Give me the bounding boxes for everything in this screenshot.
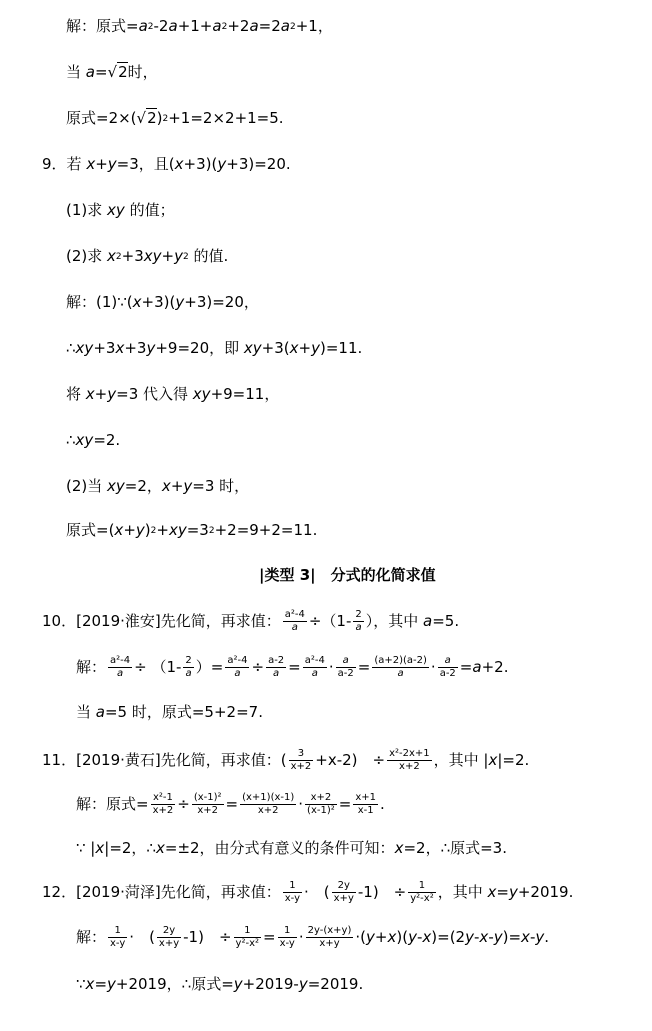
text: 的值.: [188, 247, 229, 265]
denominator: x+y: [158, 938, 180, 949]
exp: 2: [150, 526, 157, 536]
text: +3: [121, 247, 144, 265]
text: =2，: [124, 477, 162, 495]
fraction: [266, 655, 286, 680]
text: (2)当: [66, 477, 108, 495]
var: x: [132, 293, 142, 311]
question-9-answer-2: [66, 338, 362, 358]
text: =: [338, 795, 352, 813]
text: +1，: [295, 17, 333, 35]
numerator: (x+1)(x-1): [242, 792, 295, 803]
question-9-answer-3: [66, 384, 279, 404]
var: a: [249, 17, 259, 35]
fraction: [234, 925, 261, 950]
denominator: (x-1)²: [307, 805, 335, 816]
var: y: [217, 155, 227, 173]
denominator: x+2: [399, 761, 420, 772]
text: .: [544, 928, 550, 946]
text: =±2，由分式有意义的条件可知：: [164, 839, 395, 857]
text: =2，∴原式=3.: [403, 839, 507, 857]
var: x: [85, 975, 95, 993]
numerator: 2: [355, 609, 362, 620]
var: y: [366, 928, 375, 946]
text: -2: [153, 17, 169, 35]
text: ·(: [355, 928, 366, 946]
numerator: 1: [108, 925, 127, 938]
text: ∵ |: [76, 839, 96, 857]
text: ·: [328, 658, 334, 676]
var: y: [465, 928, 474, 946]
text: +1+: [177, 17, 213, 35]
text: · (: [129, 928, 155, 946]
numerator: (x-1)²: [193, 792, 222, 803]
text: =√: [94, 63, 118, 81]
numerator: 1: [408, 880, 435, 893]
fraction: [289, 748, 314, 773]
numerator: a²-4: [284, 609, 305, 620]
text: =: [225, 795, 239, 813]
text: ∵: [76, 975, 86, 993]
denominator: x-y: [110, 938, 126, 949]
var: x: [115, 339, 125, 357]
question-12: [42, 875, 573, 909]
fraction: [108, 925, 127, 950]
var: a: [472, 658, 482, 676]
var: x: [487, 883, 497, 901]
fraction: [353, 609, 363, 634]
text: +3)=20.: [226, 155, 291, 173]
question-9-answer-5: [66, 476, 249, 496]
fraction: [151, 792, 176, 817]
exp: 2: [115, 252, 122, 262]
question-9-part-2: [66, 246, 228, 266]
text: +3)(: [183, 155, 218, 173]
var: y: [311, 339, 320, 357]
text: +: [170, 477, 184, 495]
text: -1) ÷: [357, 883, 407, 901]
var: a: [85, 63, 95, 81]
var: a: [280, 17, 290, 35]
denominator: a: [185, 668, 192, 679]
denominator: x+2: [152, 805, 174, 816]
numerator: 3: [289, 748, 314, 761]
var: x: [394, 839, 404, 857]
var: xy: [243, 339, 262, 357]
text: ∴: [66, 339, 76, 357]
text: +x-2) ÷: [315, 751, 386, 769]
fraction: [157, 925, 181, 950]
var: y: [135, 521, 145, 539]
fraction: [372, 655, 429, 680]
var: x: [95, 839, 105, 857]
text: =5 时，原式=5+2=7.: [104, 703, 263, 721]
var: y: [535, 928, 545, 946]
text: · (: [304, 883, 330, 901]
var: y: [107, 385, 117, 403]
exp: 2: [162, 114, 169, 124]
numerator: 2y: [157, 925, 181, 938]
var: x: [114, 521, 124, 539]
text: =2.: [93, 431, 121, 449]
text: +3(: [261, 339, 290, 357]
text: +3: [124, 339, 147, 357]
text: +: [95, 155, 108, 173]
text: +2.: [481, 658, 509, 676]
denominator: y²-x²: [410, 893, 434, 904]
var: x: [107, 247, 116, 265]
denominator: x-y: [279, 938, 295, 949]
text: 9．若: [42, 155, 87, 173]
text: +9=11，: [210, 385, 280, 403]
numerator: a²-4: [304, 655, 325, 666]
text: 解：: [76, 658, 107, 676]
denominator: a: [311, 668, 318, 679]
solution-line-2: [66, 62, 158, 82]
fraction: [438, 655, 458, 680]
text: ）=: [195, 658, 224, 676]
var: y: [298, 975, 308, 993]
text: =3 代入得: [116, 385, 193, 403]
numerator: x²-1: [151, 792, 176, 805]
var: y: [107, 155, 117, 173]
question-10: [42, 604, 459, 638]
text: +3)(: [141, 293, 176, 311]
var: xy: [107, 201, 125, 219]
var: x: [521, 928, 530, 946]
text: =: [263, 928, 276, 946]
var: x: [387, 928, 397, 946]
exp: 2: [221, 22, 228, 32]
numerator: x²-2x+1: [389, 748, 430, 759]
question-9-part-1: [66, 200, 175, 220]
text: ÷（1-: [308, 612, 352, 630]
var: x: [161, 477, 171, 495]
text: -: [529, 928, 536, 946]
var: xy: [107, 477, 125, 495]
var: x: [86, 155, 96, 173]
question-10-result: [76, 702, 263, 722]
var: x: [422, 928, 432, 946]
text: 解：原式=: [76, 795, 149, 813]
text: -: [416, 928, 423, 946]
var: x: [155, 839, 165, 857]
text: ·: [430, 658, 436, 676]
var: y: [493, 928, 503, 946]
text: +2019.: [517, 883, 574, 901]
text: +9=20，即: [155, 339, 244, 357]
numerator: 2: [185, 655, 192, 666]
text: +1=2×2+1=5.: [168, 109, 284, 127]
denominator: a: [234, 668, 241, 679]
text: =2: [258, 17, 281, 35]
text: ，其中: [437, 883, 488, 901]
text: 10．[2019·淮安]先化简，再求值：: [42, 612, 281, 630]
numerator: x+2: [305, 792, 337, 805]
question-11-answer: [76, 787, 385, 821]
var: y: [233, 975, 243, 993]
denominator: a: [273, 668, 280, 679]
question-12-result: [76, 974, 363, 994]
numerator: a: [438, 655, 458, 668]
question-9-answer-4: [66, 430, 120, 450]
text: +: [123, 521, 136, 539]
fraction: [192, 792, 224, 817]
sqrt-arg: 2: [147, 109, 157, 127]
text: +3: [93, 339, 116, 357]
text: 原式=(: [66, 521, 115, 539]
fraction: [353, 792, 378, 817]
question-9-answer-1: [66, 292, 259, 312]
var: y: [508, 883, 518, 901]
fraction: [303, 655, 327, 680]
var: y: [183, 477, 193, 495]
var: xy: [75, 431, 94, 449]
var: y: [175, 293, 185, 311]
sqrt-arg: 2: [118, 63, 128, 81]
var: a: [168, 17, 178, 35]
text: 原式=2×(√: [66, 109, 147, 127]
var: x: [174, 155, 184, 173]
denominator: a: [117, 668, 124, 679]
question-10-answer: [76, 650, 508, 684]
text: =3: [186, 521, 209, 539]
var: y: [408, 928, 417, 946]
numerator: 2y-(x+y): [307, 925, 352, 936]
denominator: y²-x²: [235, 938, 259, 949]
text: =: [94, 975, 108, 993]
text: )=(2: [431, 928, 466, 946]
text: +: [298, 339, 312, 357]
denominator: a-2: [439, 668, 456, 679]
text: 时，: [127, 63, 158, 81]
text: +2: [227, 17, 250, 35]
fraction: [108, 655, 132, 680]
var: a: [423, 612, 433, 630]
question-11: [42, 743, 529, 777]
var: x: [479, 928, 489, 946]
text: -1) ÷: [183, 928, 232, 946]
exp: 2: [147, 22, 154, 32]
numerator: 2y: [332, 880, 356, 893]
fraction: [283, 880, 302, 905]
text: =3，且(: [116, 155, 175, 173]
text: +3)=20，: [184, 293, 259, 311]
text: ，其中 |: [433, 751, 489, 769]
denominator: x+y: [319, 938, 340, 949]
section-heading: |类型 3| 分式的化简求值: [259, 566, 436, 584]
text: -: [474, 928, 480, 946]
text: +: [161, 247, 175, 265]
denominator: x+2: [197, 805, 219, 816]
text: =5.: [432, 612, 460, 630]
text: |=2.: [497, 751, 530, 769]
denominator: x+y: [333, 893, 354, 904]
var: x: [289, 339, 299, 357]
denominator: x+2: [257, 805, 279, 816]
var: a: [95, 703, 105, 721]
text: ），其中: [365, 612, 424, 630]
text: |=2，∴: [104, 839, 156, 857]
var: a: [138, 17, 148, 35]
numerator: a-2: [268, 655, 285, 666]
var: xy: [168, 521, 187, 539]
text: +2019-: [242, 975, 299, 993]
fraction: [387, 748, 432, 773]
fraction: [336, 655, 356, 680]
denominator: x-y: [284, 893, 301, 904]
exp: 2: [289, 22, 296, 32]
text: ÷: [251, 658, 265, 676]
text: 当: [66, 63, 86, 81]
text: ∴: [66, 431, 76, 449]
text: -: [488, 928, 494, 946]
text: .: [380, 795, 385, 813]
var: y: [146, 339, 156, 357]
text: 解：: [76, 928, 107, 946]
fraction: [240, 792, 296, 817]
fraction: [332, 880, 356, 905]
fraction: [225, 655, 249, 680]
fraction: [305, 792, 337, 817]
text: )=11.: [319, 339, 363, 357]
text: +2=9+2=11.: [214, 521, 318, 539]
text: +: [374, 928, 388, 946]
text: 解：原式=: [66, 17, 139, 35]
text: 将: [66, 385, 86, 403]
text: 解：(1)∵(: [66, 293, 133, 311]
var: y: [107, 975, 116, 993]
text: =: [357, 658, 371, 676]
numerator: 1: [283, 880, 302, 893]
text: =: [288, 658, 301, 676]
text: +: [156, 521, 169, 539]
question-12-answer: [76, 920, 549, 954]
question-9: [42, 154, 291, 174]
solution-line-1: [66, 16, 333, 36]
exp: 2: [183, 252, 189, 262]
text: 12．[2019·菏泽]先化简，再求值：: [42, 883, 281, 901]
exp: 2: [208, 526, 215, 536]
text: 当: [76, 703, 96, 721]
text: =: [459, 658, 473, 676]
numerator: a: [336, 655, 356, 668]
text: =2019.: [307, 975, 364, 993]
var: y: [174, 247, 184, 265]
text: )=: [502, 928, 522, 946]
question-9-answer-6: [66, 520, 317, 540]
denominator: a: [355, 622, 362, 633]
var: xy: [75, 339, 94, 357]
text: ÷ （1-: [134, 658, 182, 676]
denominator: x+2: [290, 761, 312, 772]
text: )(: [396, 928, 409, 946]
numerator: (a+2)(a-2): [374, 655, 427, 666]
text: ·: [298, 928, 304, 946]
text: ÷: [177, 795, 190, 813]
var: a: [212, 17, 222, 35]
text: ): [156, 109, 163, 127]
var: xy: [192, 385, 211, 403]
denominator: a: [397, 668, 404, 679]
solution-line-3: [66, 108, 284, 128]
text: (2)求: [66, 247, 108, 265]
numerator: a²-4: [227, 655, 248, 666]
fraction: [408, 880, 435, 905]
denominator: a-2: [337, 668, 354, 679]
numerator: a²-4: [110, 655, 131, 666]
numerator: x+1: [355, 792, 376, 803]
var: x: [85, 385, 95, 403]
fraction: [306, 925, 354, 950]
text: ): [144, 521, 151, 539]
text: =: [496, 883, 509, 901]
fraction: [283, 609, 307, 634]
text: 11．[2019·黄石]先化简，再求值：(: [42, 751, 287, 769]
numerator: 1: [278, 925, 297, 938]
text: 的值；: [124, 201, 175, 219]
fraction: [183, 655, 193, 680]
fraction: [278, 925, 297, 950]
denominator: a: [291, 622, 298, 633]
question-11-result: [76, 838, 507, 858]
denominator: x-1: [357, 805, 374, 816]
var: xy: [143, 247, 162, 265]
text: =3 时，: [192, 477, 250, 495]
text: (1)求: [66, 201, 108, 219]
text: +: [94, 385, 108, 403]
text: ·: [298, 795, 304, 813]
numerator: 1: [234, 925, 261, 938]
var: x: [488, 751, 498, 769]
text: +2019，∴原式=: [115, 975, 234, 993]
